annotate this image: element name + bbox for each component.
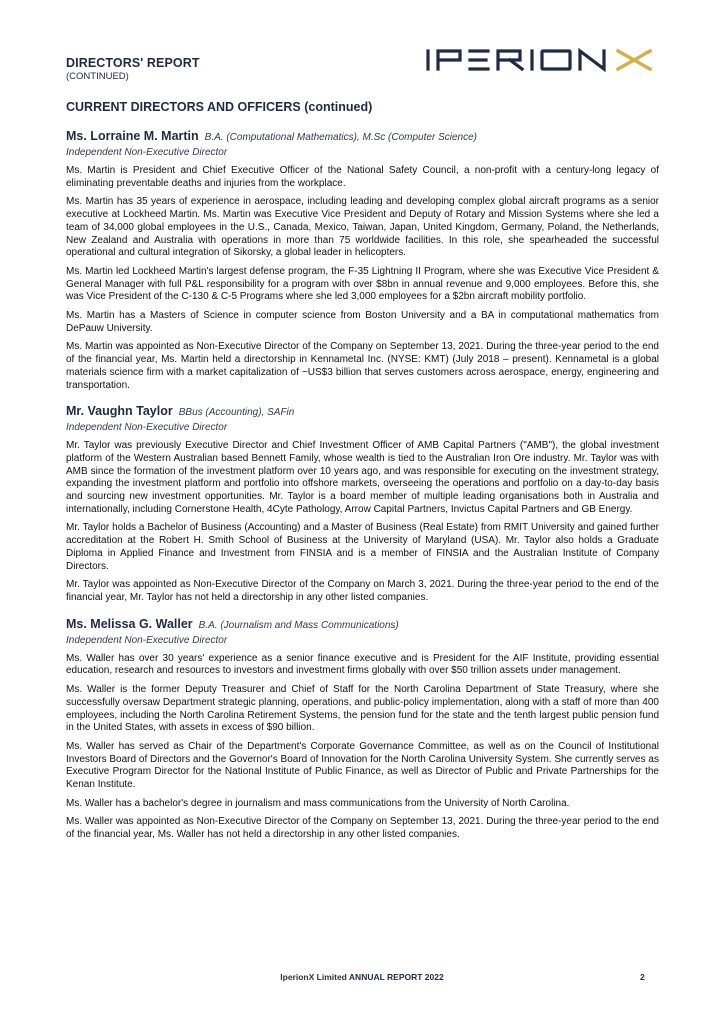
director-name: Mr. Vaughn Taylor bbox=[66, 404, 173, 419]
bio-paragraph: Ms. Martin has a Masters of Science in computer science from Boston University and a BA in computational mathematics from DePauw University. bbox=[66, 310, 659, 334]
bio-paragraph: Ms. Waller has over 30 years' experience as a senior finance executive and is President for the AIF Institute, providing essential education, research and resources to investors and investment firms globally with over $50 trillion assets under management. bbox=[66, 652, 659, 677]
director-name: Ms. Lorraine M. Martin bbox=[66, 129, 199, 143]
director-qualifications: BBus (Accounting), SAFin bbox=[178, 407, 295, 419]
section-heading: CURRENT DIRECTORS AND OFFICERS (continued) bbox=[66, 100, 373, 114]
director-qualifications: B.A. (Journalism and Mass Communications) bbox=[198, 619, 399, 631]
footer-company: IperionX Limited bbox=[280, 972, 347, 982]
bio-paragraph: Mr. Taylor holds a Bachelor of Business (Accounting) and a Master of Business (Real Estate) from RMIT University and gained further accreditation at the Robert H. Smith School of Business at the University of Maryland (USA). Mr. Taylor also holds a Graduate Diploma in Applied Finance and Investment from FINSIA and is a member of FINSIA and the Australian Institute of Company Directors. bbox=[66, 522, 659, 572]
director-role: Independent Non-Executive Director bbox=[66, 422, 228, 434]
report-subtitle: (CONTINUED) bbox=[66, 71, 129, 82]
bio-paragraph: Ms. Martin led Lockheed Martin's largest defense program, the F-35 Lightning II Program, where she was Executive Vice President & General Manager with full P&L responsibility for a program with over $8bn in annual revenue and 9,000 employees. Before this, she was Vice President of the C-130 & C-5 Programs where she led 3,000 employees for a $2bn aircraft mobility portfolio. bbox=[66, 265, 659, 303]
bio-paragraph: Ms. Waller was appointed as Non-Executive Director of the Company on September 13, 2021. During the three-year period to the end of the financial year, Ms. Waller has not held a directorship in any other listed companies. bbox=[66, 816, 659, 841]
footer-report-title: ANNUAL REPORT 2022 bbox=[348, 972, 444, 982]
directors-content bbox=[66, 128, 659, 853]
director-role: Independent Non-Executive Director bbox=[66, 634, 228, 646]
bio-paragraph: Mr. Taylor was previously Executive Director and Chief Investment Officer of AMB Capital Partners ("AMB"), the global investment platform of the Western Australian based Bennett Family, whose wealth is tied to the Australian Iron Ore industry. Mr. Taylor was with AMB since the formation of the investment platform over 10 years ago, and was responsible for executing on the investment strategy, expanding the investment platform and portfolio into offshore markets, overseeing the operations and portfolio on a day-to-day basis and sourcing new investment opportunities. Mr. Taylor is a board member of multiple leading organisations both in Australia and internationally, including Cornerstone Health, 4Cyte Pathology, Arrow Capital Partners, Invictus Capital Partners and GB Energy. bbox=[66, 440, 659, 515]
director-qualifications: B.A. (Computational Mathematics), M.Sc (Computer Science) bbox=[204, 132, 477, 143]
bio-paragraph: Ms. Martin is President and Chief Executive Officer of the National Safety Council, a non-profit with a century-long legacy of eliminating preventable deaths and injuries from the workplace. bbox=[66, 165, 659, 189]
bio-paragraph: Ms. Waller has served as Chair of the Department's Corporate Governance Committee, as well as on the Council of Institutional Investors Board of Directors and the Governor's Board of Innovation for the North Carolina University System. She currently serves as Executive Program Director for the National Institute of Public Finance, as well as Director of Public and Private Partnerships for the Kenan Institute. bbox=[66, 740, 659, 791]
bio-paragraph: Mr. Taylor was appointed as Non-Executive Director of the Company on March 3, 2021. During the three-year period to the end of the financial year, Mr. Taylor has not held a directorship in any other listed companies. bbox=[66, 579, 659, 603]
director-profile-martin bbox=[66, 128, 659, 392]
page-header bbox=[66, 56, 200, 82]
director-profile-waller bbox=[66, 616, 659, 842]
page-footer bbox=[0, 972, 724, 982]
director-name: Ms. Melissa G. Waller bbox=[66, 616, 193, 631]
bio-paragraph: Ms. Waller is the former Deputy Treasurer and Chief of Staff for the North Carolina Department of State Treasury, where she successfully oversaw Department strategic planning, operations, and public-policy implementation, along with a staff of more than 400 employees, including the North Carolina Retirement Systems, the pension fund for the state and the tenth largest public pension fund in the United States, with assets in excess of $90 billion. bbox=[66, 684, 659, 734]
report-title: DIRECTORS' REPORT bbox=[66, 56, 200, 70]
bio-paragraph: Ms. Martin has 35 years of experience in aerospace, including leading and developing complex global aircraft programs as a senior executive at Lockheed Martin. Ms. Martin was Executive Vice President and Deputy of Rotary and Mission Systems where she led a team of 34,000 global employees in the U.S., Canada, Mexico, Taiwan, Japan, United Kingdom, Germany, Poland, the Netherlands, New Zealand and Australia with operations in more than 75 worldwide facilities. In this role, she spearheaded the successful operational and cultural integration of Sikorsky, a global leader in helicopters. bbox=[66, 196, 659, 259]
bio-paragraph: Ms. Waller has a bachelor's degree in journalism and mass communications from the University of North Carolina. bbox=[66, 797, 570, 809]
bio-paragraph: Ms. Martin was appointed as Non-Executive Director of the Company on September 13, 2021. During the three-year period to the end of the financial year, Ms. Martin held a directorship in Kennametal Inc. (NYSE: KMT) (July 2018 – present). Kennametal is a global materials science firm with a market capitalization of ~US$3 billion that serves customers across aerospace, energy, engineering and transportation. bbox=[66, 341, 659, 391]
director-profile-taylor bbox=[66, 403, 659, 604]
company-logo bbox=[424, 48, 660, 72]
director-role: Independent Non-Executive Director bbox=[66, 147, 228, 158]
page-number: 2 bbox=[640, 972, 645, 982]
